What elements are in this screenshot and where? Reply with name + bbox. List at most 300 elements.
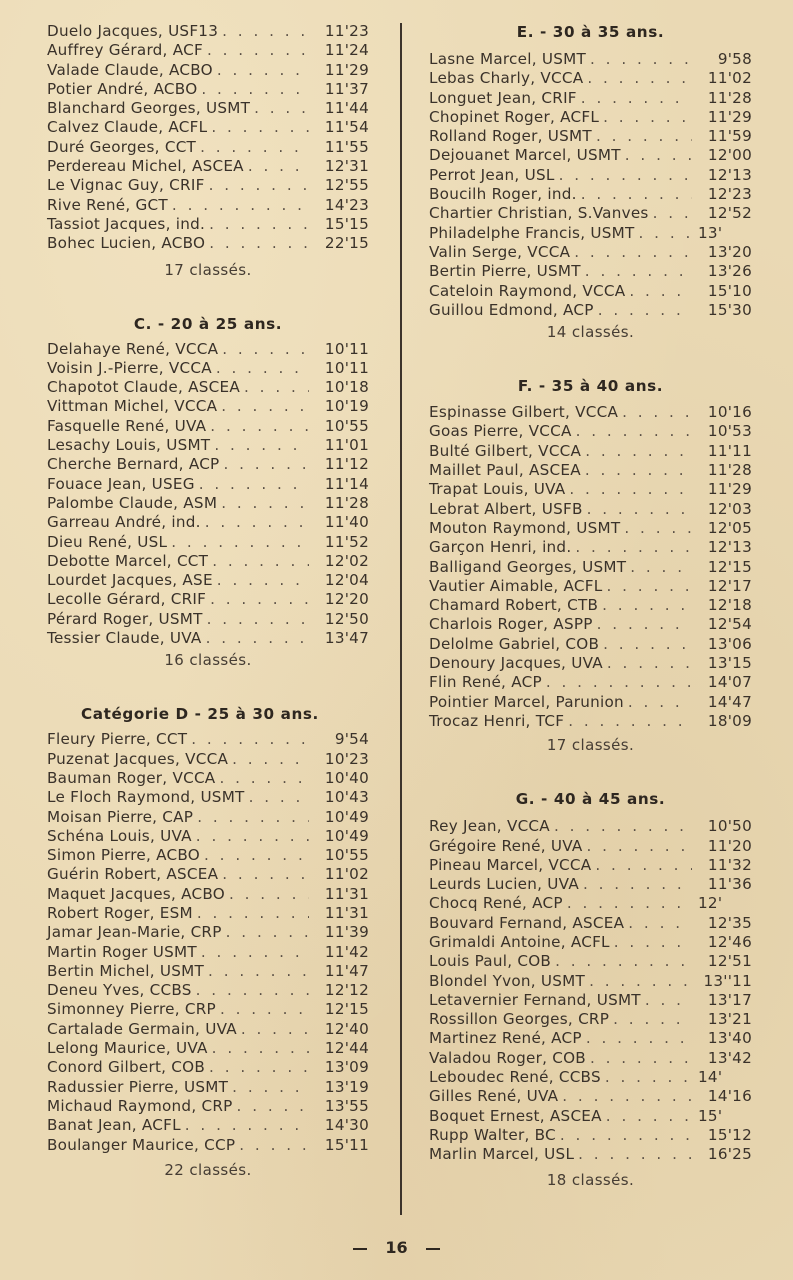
finish-time: 14'30 — [324, 1116, 369, 1135]
leader-dots — [581, 461, 692, 480]
leader-dots — [594, 301, 692, 320]
dash-left — [353, 1248, 367, 1250]
section-c — [47, 312, 369, 673]
finish-time: 15'15 — [324, 214, 369, 233]
page-number: 16 — [385, 1238, 408, 1257]
leader-dots — [618, 403, 692, 422]
competitor-name: Lourdet Jacques, ASE — [47, 571, 213, 590]
competitor-name: Guillou Edmond, ACP — [429, 300, 594, 319]
leader-dots — [551, 952, 692, 971]
leader-dots — [215, 769, 309, 788]
result-row — [429, 991, 752, 1010]
finish-time: 13''11 — [703, 971, 752, 990]
finish-time: 14'07 — [707, 673, 752, 692]
finish-time: 12'20 — [324, 590, 369, 609]
competitor-name: Letavernier Fernand, USMT — [429, 990, 641, 1009]
result-row — [47, 80, 369, 99]
result-row — [429, 108, 752, 127]
finish-time: 11'14 — [324, 474, 369, 493]
result-row — [429, 1145, 752, 1164]
finish-time: 12'55 — [324, 176, 369, 195]
finish-time: 11'47 — [324, 961, 369, 980]
competitor-name: Rossillon Georges, CRP — [429, 1010, 610, 1029]
finish-time: 12'04 — [324, 571, 369, 590]
result-row — [429, 480, 752, 499]
competitor-name: Bouvard Fernand, ASCEA — [429, 913, 625, 932]
result-row — [47, 99, 369, 118]
competitor-name: Valin Serge, VCCA — [429, 242, 571, 261]
competitor-name: Chapotot Claude, ASCEA — [47, 378, 241, 397]
finish-time: 11'40 — [324, 513, 369, 532]
finish-time: 11'42 — [324, 942, 369, 961]
leader-dots — [206, 417, 309, 436]
result-row — [429, 693, 752, 712]
result-row — [429, 262, 752, 281]
leader-dots — [599, 635, 692, 654]
result-row — [429, 146, 752, 165]
finish-time: 11'29 — [707, 107, 752, 126]
result-row — [47, 1116, 369, 1135]
result-row — [47, 846, 369, 865]
finish-time: 10'40 — [324, 768, 369, 787]
result-row — [47, 215, 369, 234]
result-row — [47, 1058, 369, 1077]
finish-time: 12' — [698, 894, 723, 913]
result-row — [429, 673, 752, 692]
competitor-name: Calvez Claude, ACFL — [47, 118, 208, 137]
finish-time: 11'28 — [707, 88, 752, 107]
finish-time: 11'44 — [324, 99, 369, 118]
leader-dots — [244, 157, 309, 176]
competitor-name: Cherche Bernard, ACP — [47, 455, 220, 474]
competitor-name: Schéna Louis, UVA — [47, 826, 192, 845]
finish-time: 11'24 — [324, 41, 369, 60]
competitor-name: Gilles René, UVA — [429, 1087, 559, 1106]
result-row — [429, 615, 752, 634]
leader-dots — [222, 923, 309, 942]
result-row — [47, 827, 369, 846]
result-row — [429, 558, 752, 577]
results-list — [429, 50, 752, 320]
competitor-name: Mouton Raymond, USMT — [429, 518, 621, 537]
result-row — [47, 552, 369, 571]
competitor-name: Goas Pierre, VCCA — [429, 422, 572, 441]
competitor-name: Grimaldi Antoine, ACFL — [429, 932, 610, 951]
leader-dots — [192, 827, 309, 846]
competitor-name: Fouace Jean, USEG — [47, 474, 195, 493]
result-row — [47, 234, 369, 253]
result-row — [47, 22, 369, 41]
finish-time: 10'55 — [324, 416, 369, 435]
result-row — [429, 442, 752, 461]
finish-time: 10'18 — [324, 378, 369, 397]
competitor-name: Maquet Jacques, ACBO — [47, 884, 225, 903]
result-row — [429, 654, 752, 673]
competitor-name: Bauman Roger, VCCA — [47, 768, 216, 787]
competitor-name: Balligand Georges, USMT — [429, 557, 627, 576]
leader-dots — [570, 243, 692, 262]
leader-dots — [563, 894, 692, 913]
leader-dots — [582, 1029, 692, 1048]
finish-time: 14'16 — [707, 1087, 752, 1106]
finish-time: 13'47 — [324, 629, 369, 648]
competitor-name: Vittman Michel, VCCA — [47, 397, 218, 416]
finish-time: 12'15 — [707, 557, 752, 576]
finish-time: 14'23 — [324, 195, 369, 214]
leader-dots — [205, 176, 309, 195]
finish-time: 11'12 — [324, 455, 369, 474]
finish-time: 10'49 — [324, 807, 369, 826]
leader-dots — [602, 1107, 692, 1126]
result-row — [47, 397, 369, 416]
finish-time: 12'35 — [707, 913, 752, 932]
competitor-name: Simonney Pierre, CRP — [47, 1000, 216, 1019]
competitor-name: Boquet Ernest, ASCEA — [429, 1106, 602, 1125]
leader-dots — [205, 215, 309, 234]
finish-time: 11'55 — [324, 137, 369, 156]
leader-dots — [213, 571, 309, 590]
finish-time: 11'31 — [324, 884, 369, 903]
leader-dots — [237, 1020, 309, 1039]
finish-time: 11'39 — [324, 923, 369, 942]
result-row — [429, 875, 752, 894]
finish-time: 11'54 — [324, 118, 369, 137]
result-row — [47, 41, 369, 60]
section-heading: C. - 20 à 25 ans. — [133, 314, 283, 333]
finish-time: 11'23 — [324, 22, 369, 40]
result-row — [429, 577, 752, 596]
leader-dots — [192, 981, 309, 1000]
leader-dots — [212, 359, 309, 378]
result-row — [47, 176, 369, 195]
leader-dots — [228, 1078, 309, 1097]
competitor-name: Bertin Pierre, USMT — [429, 262, 581, 281]
leader-dots — [586, 50, 692, 69]
result-row — [47, 1136, 369, 1155]
finish-time: 16'25 — [707, 1145, 752, 1164]
result-row — [429, 1107, 752, 1126]
leader-dots — [240, 378, 309, 397]
competitor-name: Martin Roger USMT — [47, 942, 197, 961]
result-row — [47, 475, 369, 494]
finish-time: 10'53 — [707, 422, 752, 441]
right-column — [429, 22, 752, 1192]
result-row — [429, 224, 752, 243]
competitor-name: Deneu Yves, CCBS — [47, 981, 192, 1000]
competitor-name: Perrot Jean, USL — [429, 165, 555, 184]
page-footer — [0, 1238, 793, 1257]
competitor-name: Moisan Pierre, CAP — [47, 807, 194, 826]
result-row — [47, 494, 369, 513]
leader-dots — [245, 788, 309, 807]
result-row — [47, 1078, 369, 1097]
result-row — [429, 185, 752, 204]
leader-dots — [197, 80, 309, 99]
result-row — [429, 1126, 752, 1145]
finish-time: 11'59 — [707, 127, 752, 146]
competitor-name: Pérard Roger, USMT — [47, 609, 203, 628]
leader-dots — [581, 262, 692, 281]
classified-count: 22 classés. — [164, 1160, 252, 1179]
finish-time: 10'55 — [324, 846, 369, 865]
leader-dots — [235, 1136, 309, 1155]
leader-dots — [218, 22, 309, 41]
leader-dots — [201, 513, 309, 532]
competitor-name: Chamard Robert, CTB — [429, 596, 599, 615]
leader-dots — [181, 1116, 309, 1135]
competitor-name: Bohec Lucien, ACBO — [47, 234, 206, 253]
leader-dots — [609, 1010, 692, 1029]
result-row — [429, 952, 752, 971]
competitor-name: Le Floch Raymond, USMT — [47, 788, 245, 807]
competitor-name: Duré Georges, CCT — [47, 137, 197, 156]
result-row — [47, 1000, 369, 1019]
result-row — [429, 933, 752, 952]
competitor-name: Lebas Charly, VCCA — [429, 69, 584, 88]
classified-count: 14 classés. — [546, 323, 635, 342]
leader-dots — [203, 610, 309, 629]
competitor-name: Conord Gilbert, COB — [47, 1058, 206, 1077]
leader-dots — [225, 885, 309, 904]
competitor-name: Bulté Gilbert, VCCA — [429, 441, 582, 460]
result-row — [47, 61, 369, 80]
finish-time: 12'18 — [707, 596, 752, 615]
leader-dots — [206, 590, 309, 609]
finish-time: 10'19 — [324, 397, 369, 416]
results-list — [47, 22, 369, 254]
leader-dots — [250, 99, 309, 118]
finish-time: 10'16 — [707, 403, 752, 422]
finish-time: 15'11 — [324, 1135, 369, 1154]
competitor-name: Pointier Marcel, Parunion — [429, 692, 624, 711]
leader-dots — [200, 846, 309, 865]
result-row — [429, 1068, 752, 1087]
result-row — [429, 1049, 752, 1068]
finish-time: 12'02 — [324, 551, 369, 570]
competitor-name: Valade Claude, ACBO — [47, 60, 213, 79]
leader-dots — [195, 475, 309, 494]
leader-dots — [167, 533, 309, 552]
leader-dots — [624, 914, 692, 933]
leader-dots — [216, 1000, 309, 1019]
competitor-name: Flin René, ACP — [429, 673, 542, 692]
result-row — [47, 513, 369, 532]
result-row — [47, 1097, 369, 1116]
result-row — [47, 571, 369, 590]
competitor-name: Palombe Claude, ASM — [47, 493, 218, 512]
leader-dots — [218, 340, 309, 359]
finish-time: 11'29 — [707, 480, 752, 499]
result-row — [429, 127, 752, 146]
finish-time: 10'23 — [324, 749, 369, 768]
competitor-name: Potier André, ACBO — [47, 79, 198, 98]
result-row — [429, 837, 752, 856]
leader-dots — [204, 962, 309, 981]
leader-dots — [586, 1049, 692, 1068]
column-divider — [400, 23, 402, 1215]
finish-time: 13'17 — [707, 990, 752, 1009]
competitor-name: Tassiot Jacques, ind. — [47, 214, 206, 233]
finish-time: 10'49 — [324, 826, 369, 845]
finish-time: 12'17 — [707, 576, 752, 595]
leader-dots — [218, 865, 309, 884]
result-row — [429, 1029, 752, 1048]
section-heading: F. - 35 à 40 ans. — [517, 377, 664, 396]
leader-dots — [577, 185, 692, 204]
competitor-name: Rive René, GCT — [47, 195, 168, 214]
leader-dots — [233, 1097, 309, 1116]
leader-dots — [599, 108, 692, 127]
finish-time: 9'58 — [717, 50, 752, 68]
competitor-name: Puzenat Jacques, VCCA — [47, 749, 229, 768]
result-row — [47, 629, 369, 648]
competitor-name: Philadelphe Francis, USMT — [429, 223, 635, 242]
leader-dots — [213, 61, 309, 80]
leader-dots — [591, 856, 692, 875]
result-row — [47, 455, 369, 474]
competitor-name: Louis Paul, COB — [429, 952, 552, 971]
result-row — [47, 138, 369, 157]
result-row — [429, 243, 752, 262]
competitor-name: Rey Jean, VCCA — [429, 817, 550, 836]
result-row — [429, 519, 752, 538]
result-row — [429, 1010, 752, 1029]
finish-time: 10'11 — [324, 339, 369, 358]
result-row — [47, 750, 369, 769]
finish-time: 15'30 — [707, 300, 752, 319]
competitor-name: Dieu René, USL — [47, 532, 168, 551]
leader-dots — [574, 1145, 692, 1164]
competitor-name: Boucilh Roger, ind. — [429, 185, 577, 204]
section-b-tail — [47, 22, 369, 282]
competitor-name: Perdereau Michel, ASCEA — [47, 157, 244, 176]
result-row — [47, 359, 369, 378]
result-row — [429, 1087, 752, 1106]
leader-dots — [610, 933, 692, 952]
finish-time: 15' — [698, 1106, 723, 1125]
result-row — [429, 166, 752, 185]
finish-time: 11'28 — [707, 461, 752, 480]
competitor-name: Leboudec René, CCBS — [429, 1068, 601, 1087]
section-heading: G. - 40 à 45 ans. — [515, 790, 666, 809]
competitor-name: Martinez René, ACP — [429, 1029, 582, 1048]
competitor-name: Delolme Gabriel, COB — [429, 634, 600, 653]
leader-dots — [542, 673, 692, 692]
classified-count: 17 classés. — [164, 260, 252, 279]
competitor-name: Grégoire René, UVA — [429, 836, 583, 855]
finish-time: 9'54 — [334, 730, 369, 749]
finish-time: 14' — [698, 1068, 723, 1087]
finish-time: 13'42 — [707, 1048, 752, 1067]
competitor-name: Cartalade Germain, UVA — [47, 1019, 237, 1038]
classified-count: 18 classés. — [546, 1170, 635, 1189]
result-row — [47, 788, 369, 807]
finish-time: 13'55 — [324, 1096, 369, 1115]
finish-time: 12'52 — [707, 204, 752, 223]
competitor-name: Lecolle Gérard, CRIF — [47, 590, 207, 609]
finish-time: 18'09 — [707, 711, 752, 730]
finish-time: 12'54 — [707, 615, 752, 634]
finish-time: 12'15 — [324, 1000, 369, 1019]
competitor-name: Bertin Michel, USMT — [47, 961, 205, 980]
finish-time: 12'50 — [324, 609, 369, 628]
competitor-name: Tessier Claude, UVA — [47, 629, 202, 648]
finish-time: 12'13 — [707, 165, 752, 184]
competitor-name: Pineau Marcel, VCCA — [429, 855, 592, 874]
result-row — [429, 596, 752, 615]
competitor-name: Trapat Louis, UVA — [429, 480, 566, 499]
leader-dots — [585, 972, 692, 991]
competitor-name: Chopinet Roger, ACFL — [429, 107, 600, 126]
finish-time: 11'32 — [707, 855, 752, 874]
competitor-name: Maillet Paul, ASCEA — [429, 461, 581, 480]
leader-dots — [228, 750, 309, 769]
finish-time: 12'05 — [707, 518, 752, 537]
result-row — [47, 885, 369, 904]
competitor-name: Espinasse Gilbert, VCCA — [429, 403, 619, 422]
competitor-name: Charlois Roger, ASPP — [429, 615, 593, 634]
leader-dots — [550, 817, 692, 836]
leader-dots — [583, 500, 692, 519]
finish-time: 15'10 — [707, 281, 752, 300]
result-row — [429, 403, 752, 422]
result-row — [47, 610, 369, 629]
competitor-name: Cateloin Raymond, VCCA — [429, 281, 626, 300]
leader-dots — [555, 166, 692, 185]
leader-dots — [572, 422, 692, 441]
competitor-name: Blondel Yvon, USMT — [429, 971, 586, 990]
section-e — [429, 20, 752, 344]
finish-time: 12'46 — [707, 932, 752, 951]
finish-time: 11'52 — [324, 532, 369, 551]
competitor-name: Trocaz Henri, TCF — [429, 711, 565, 730]
finish-time: 15'12 — [707, 1125, 752, 1144]
result-row — [429, 712, 752, 731]
dash-right — [426, 1248, 440, 1250]
result-row — [429, 422, 752, 441]
finish-time: 11'37 — [324, 79, 369, 98]
leader-dots — [593, 615, 692, 634]
result-row — [429, 500, 752, 519]
finish-time: 14'47 — [707, 692, 752, 711]
leader-dots — [219, 455, 309, 474]
leader-dots — [649, 204, 692, 223]
competitor-name: Fleury Pierre, CCT — [47, 730, 188, 749]
result-row — [429, 204, 752, 223]
result-row — [47, 157, 369, 176]
result-row — [429, 635, 752, 654]
competitor-name: Delahaye René, VCCA — [47, 339, 219, 358]
competitor-name: Chartier Christian, S.Vanves — [429, 204, 649, 223]
leader-dots — [583, 69, 692, 88]
finish-time: 11'31 — [324, 903, 369, 922]
finish-time: 11'11 — [707, 441, 752, 460]
result-row — [47, 808, 369, 827]
leader-dots — [196, 138, 309, 157]
results-list — [429, 403, 752, 731]
result-row — [429, 817, 752, 836]
competitor-name: Debotte Marcel, CCT — [47, 551, 209, 570]
competitor-name: Chocq René, ACP — [429, 894, 563, 913]
leader-dots — [626, 558, 692, 577]
competitor-name: Radussier Pierre, USMT — [47, 1077, 229, 1096]
leader-dots — [621, 146, 692, 165]
competitor-name: Auffrey Gérard, ACF — [47, 41, 203, 60]
competitor-name: Michaud Raymond, CRP — [47, 1096, 233, 1115]
leader-dots — [193, 808, 309, 827]
results-list — [429, 817, 752, 1164]
classified-count: 17 classés. — [546, 736, 635, 755]
